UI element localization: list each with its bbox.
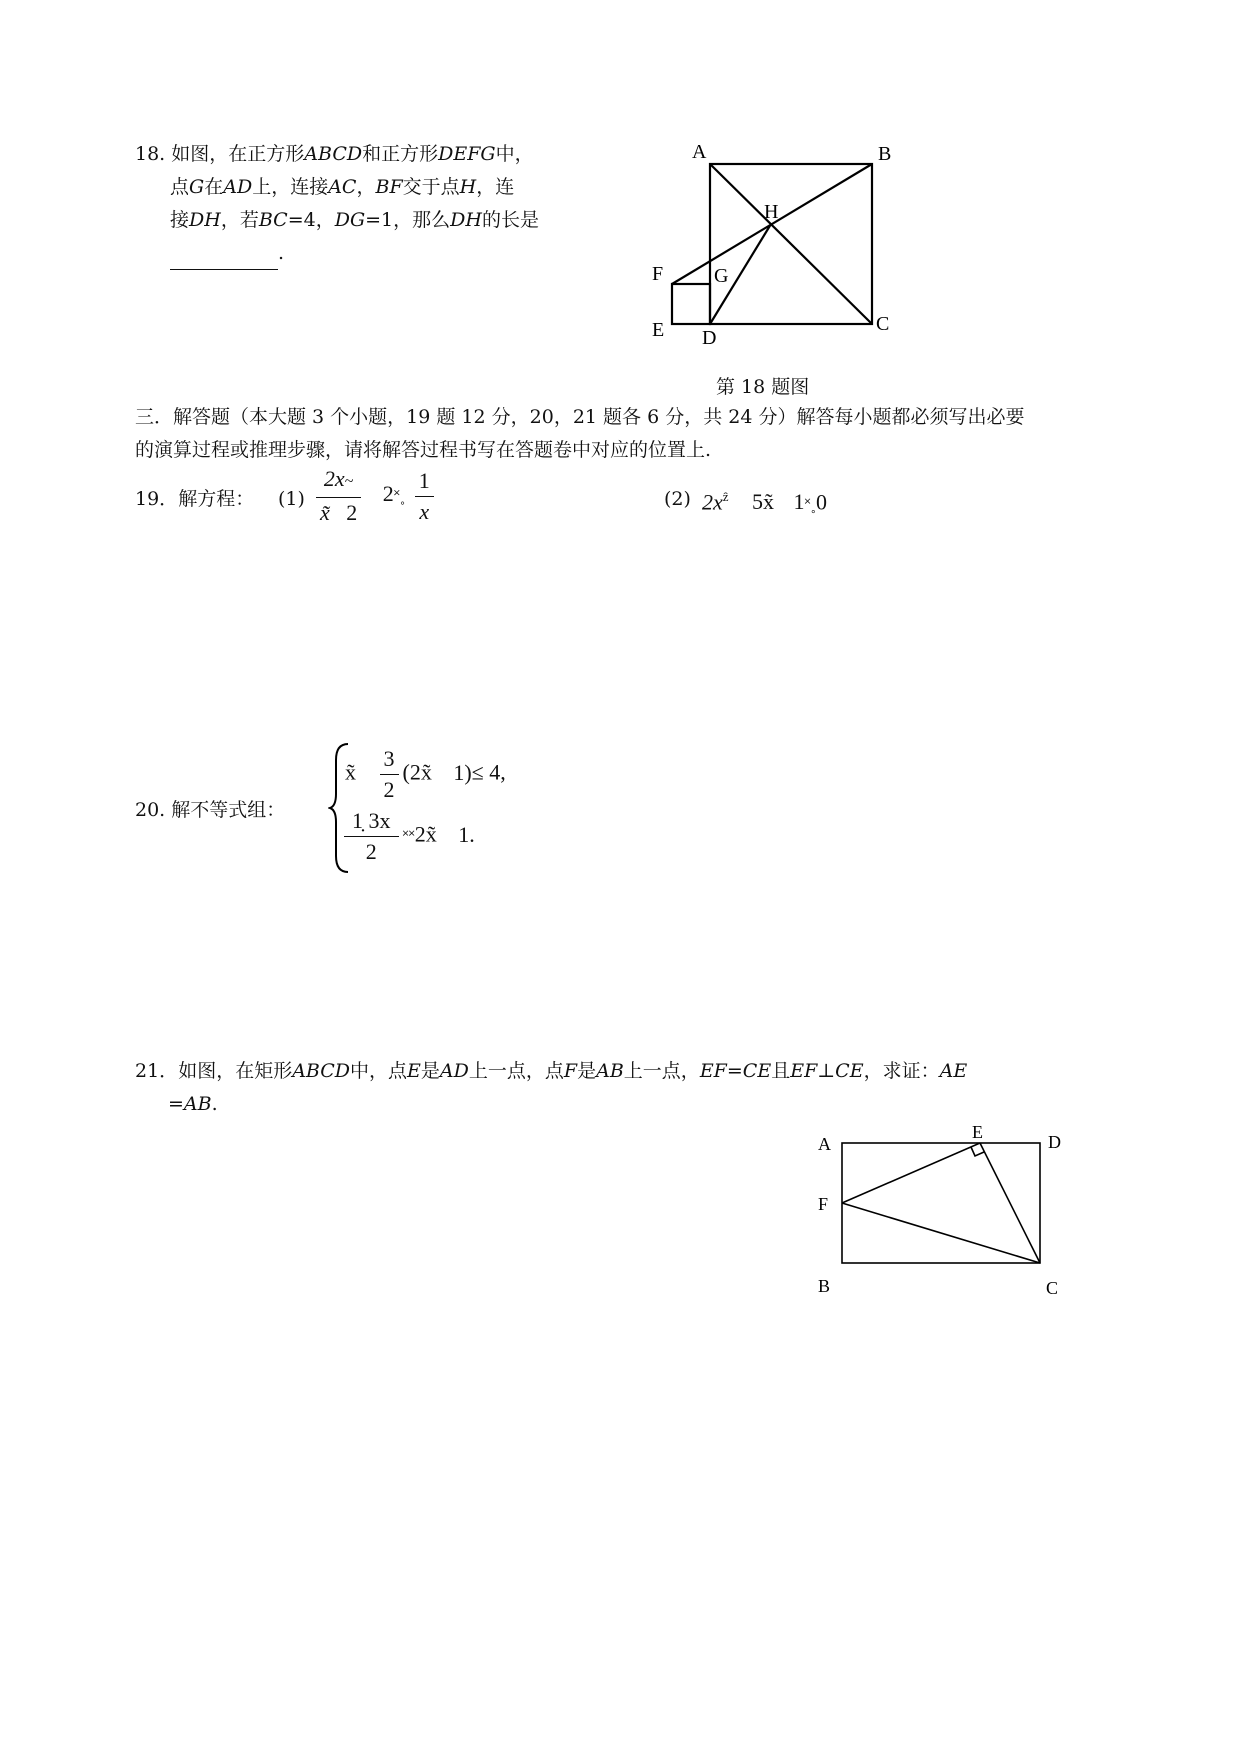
label-f: F: [652, 263, 664, 285]
answer-blank[interactable]: [170, 249, 278, 270]
label-f: F: [818, 1194, 829, 1214]
q20-number: 20.: [135, 799, 166, 821]
label-c: C: [876, 313, 890, 335]
label-c: C: [1046, 1278, 1059, 1298]
q21-line-1: 21．如图，在矩形ABCD中，点E是AD上一点，点F是AB上一点，EF=CE且EF⊥CE，求证：AE: [135, 1060, 968, 1082]
section-3-line-1: 三．解答题（本大题 3 个小题，19 题 12 分，20，21 题各 6 分，共 24 分）解答每小题都必须写出必要: [135, 406, 1025, 428]
q19-equation-1: $\frac{2x\sim}{x̃ 2}$ 2˟˳ $\frac{1}{x}$: [312, 464, 438, 528]
q19-fraction-lhs: $\frac{2x\sim}{x̃ 2}$: [316, 464, 361, 528]
q19-number: 19．: [135, 488, 179, 510]
q19-part2-label: (2): [664, 488, 691, 510]
segment-fe: [842, 1143, 980, 1203]
q21-line-2: =AB.: [168, 1093, 218, 1115]
q20-stem: 20. 解不等式组：: [135, 799, 286, 821]
q20-inequality-2: $\frac{1̣ 3x}{2}$ ˟˟2x̃ 1.: [340, 806, 475, 867]
q21-figure: [810, 1120, 1100, 1310]
label-e: E: [652, 319, 665, 341]
label-h: H: [764, 201, 779, 223]
q18-answer-blank-line: .: [170, 236, 284, 270]
q18-line-1: 18. 如图，在正方形ABCD和正方形DEFG中，: [135, 143, 534, 165]
segment-fc: [842, 1203, 1040, 1263]
diagonal-ac: [710, 164, 872, 324]
q19-fraction-rhs: $\frac{1}{x}$: [415, 466, 434, 527]
label-b: B: [878, 143, 892, 165]
label-d: D: [1048, 1132, 1061, 1152]
q18-number: 18.: [135, 143, 166, 165]
section-3-line-2: 的演算过程或推理步骤，请将解答过程书写在答题卷中对应的位置上.: [135, 439, 712, 461]
square-defg: [672, 284, 710, 324]
line-bf: [672, 164, 872, 284]
label-a: A: [818, 1134, 831, 1154]
q20-inequality-1: x̃ $\frac{3}{2}$ (2x̃ 1)≤ 4,: [345, 746, 506, 802]
label-d: D: [702, 327, 717, 349]
q18-line-2: 点G在AD上，连接AC，BF交于点H，连: [170, 176, 515, 198]
label-e: E: [972, 1122, 983, 1142]
q19-part1-label: (1): [278, 488, 305, 510]
q18-figure-caption: 第 18 题图: [716, 376, 810, 398]
label-b: B: [818, 1276, 831, 1296]
q21-number: 21．: [135, 1060, 179, 1082]
q19-stem: 19．解方程：: [135, 488, 255, 510]
label-a: A: [692, 141, 707, 163]
q18-line-3: 接DH，若BC=4，DG=1，那么DH的长是: [170, 209, 539, 231]
q19-equation-2: $2x^ẑ$ 5x̃ 1˟˳0: [702, 489, 827, 515]
segment-ec: [980, 1143, 1040, 1263]
label-g: G: [714, 265, 729, 287]
q18-figure: [640, 130, 900, 350]
